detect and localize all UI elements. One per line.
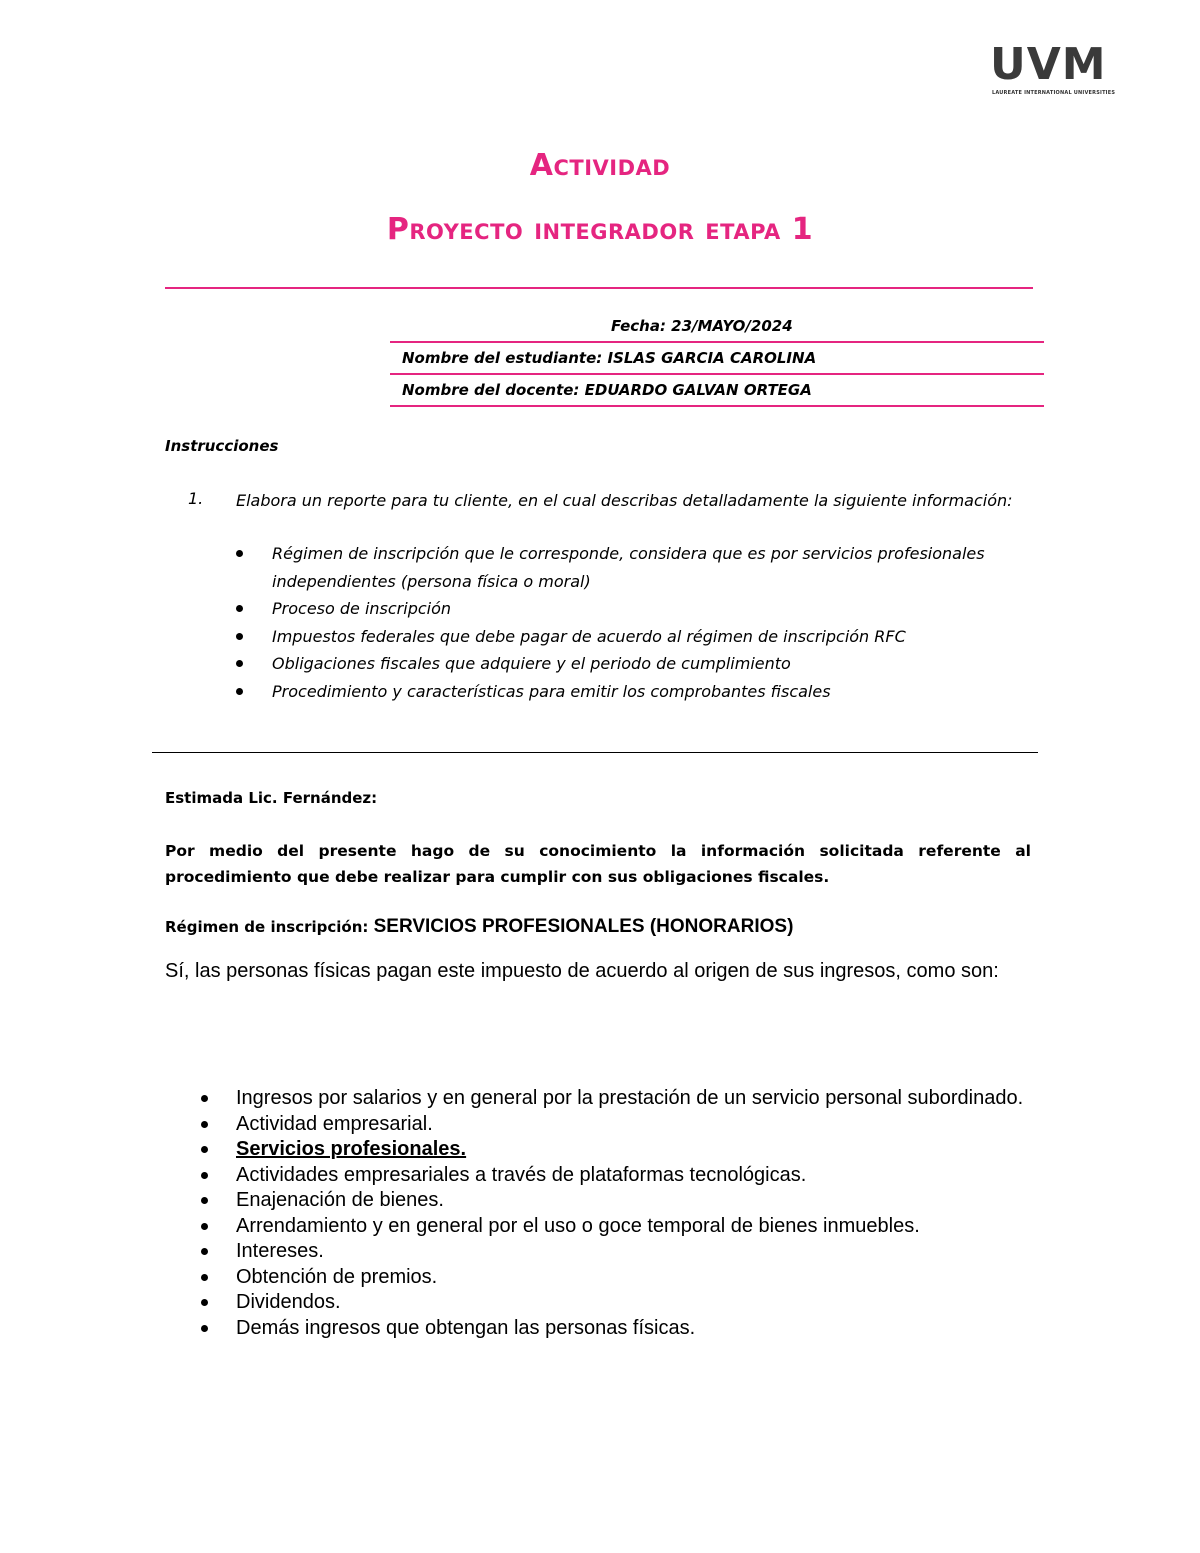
list-item: Actividades empresariales a través de plataformas tecnológicas. [200,1163,1040,1189]
uvm-logo [990,39,1116,98]
title-divider [165,287,1033,289]
date-field: Fecha: 23/MAYO/2024 [611,317,793,335]
instruction-text: Elabora un reporte para tu cliente, en el cual describas detalladamente la siguiente información: [236,491,1013,510]
list-item: Proceso de inscripción [236,595,1036,623]
meta-divider [390,341,1044,343]
list-item: Arrendamiento y en general por el uso o goce temporal de bienes inmuebles. [200,1214,1040,1240]
instructions-heading: Instrucciones [165,437,279,455]
instruction-number: 1. [188,489,204,508]
page-title: Actividad [529,148,671,183]
list-item: Régimen de inscripción que le corresponde, considera que es por servicios profesionales independientes (persona física o moral) [236,540,1036,595]
list-item: Intereses. [200,1239,1040,1265]
letter-intro: Por medio del presente hago de su conocimiento la información solicitada referente al procedimiento que debe realizar para cumplir con sus obligaciones fiscales. [165,842,1031,886]
list-item: Obtención de premios. [200,1265,1040,1291]
list-item: Procedimiento y características para emitir los comprobantes fiscales [236,678,1036,706]
section-divider [152,752,1038,753]
list-item: Ingresos por salarios y en general por la prestación de un servicio personal subordinado. [200,1086,1040,1112]
regimen-label: Régimen de inscripción: [165,918,374,936]
bullet-icon [236,550,243,557]
bullet-icon [201,1274,208,1281]
list-item: Obligaciones fiscales que adquiere y el periodo de cumplimiento [236,650,1036,678]
letter-greeting: Estimada Lic. Fernández: [165,789,378,807]
bullet-icon [201,1325,208,1332]
bullet-icon [201,1121,208,1128]
bullet-icon [201,1299,208,1306]
list-item: Actividad empresarial. [200,1112,1040,1138]
meta-divider [390,405,1044,407]
teacher-name-field: Nombre del docente: EDUARDO GALVAN ORTEGA [402,381,812,399]
list-item: Servicios profesionales. [200,1137,1040,1163]
bullet-icon [236,660,243,667]
list-item: Dividendos. [200,1290,1040,1316]
bullet-icon [201,1172,208,1179]
student-name-field: Nombre del estudiante: ISLAS GARCIA CAROLINA [402,349,817,367]
income-paragraph: Sí, las personas físicas pagan este impuesto de acuerdo al origen de sus ingresos, como son: [165,960,999,982]
bullet-icon [236,633,243,640]
bullet-icon [236,688,243,695]
list-item: Impuestos federales que debe pagar de acuerdo al régimen de inscripción RFC [236,623,1036,651]
bullet-icon [201,1095,208,1102]
bullet-icon [201,1146,208,1153]
bullet-icon [201,1197,208,1204]
page-subtitle: Proyecto integrador etapa 1 [386,212,814,247]
bullet-icon [201,1223,208,1230]
list-item: Demás ingresos que obtengan las personas físicas. [200,1316,1040,1342]
list-item: Enajenación de bienes. [200,1188,1040,1214]
bullet-icon [201,1248,208,1255]
logo-letters: UVM [990,39,1107,90]
instruction-sublist [236,540,1036,705]
regimen-line [165,916,793,938]
logo-subtitle: LAUREATE INTERNATIONAL UNIVERSITIES [992,90,1116,96]
bullet-icon [236,605,243,612]
income-list [200,1086,1040,1341]
meta-divider [390,373,1044,375]
regimen-value: SERVICIOS PROFESIONALES (HONORARIOS) [373,916,794,937]
